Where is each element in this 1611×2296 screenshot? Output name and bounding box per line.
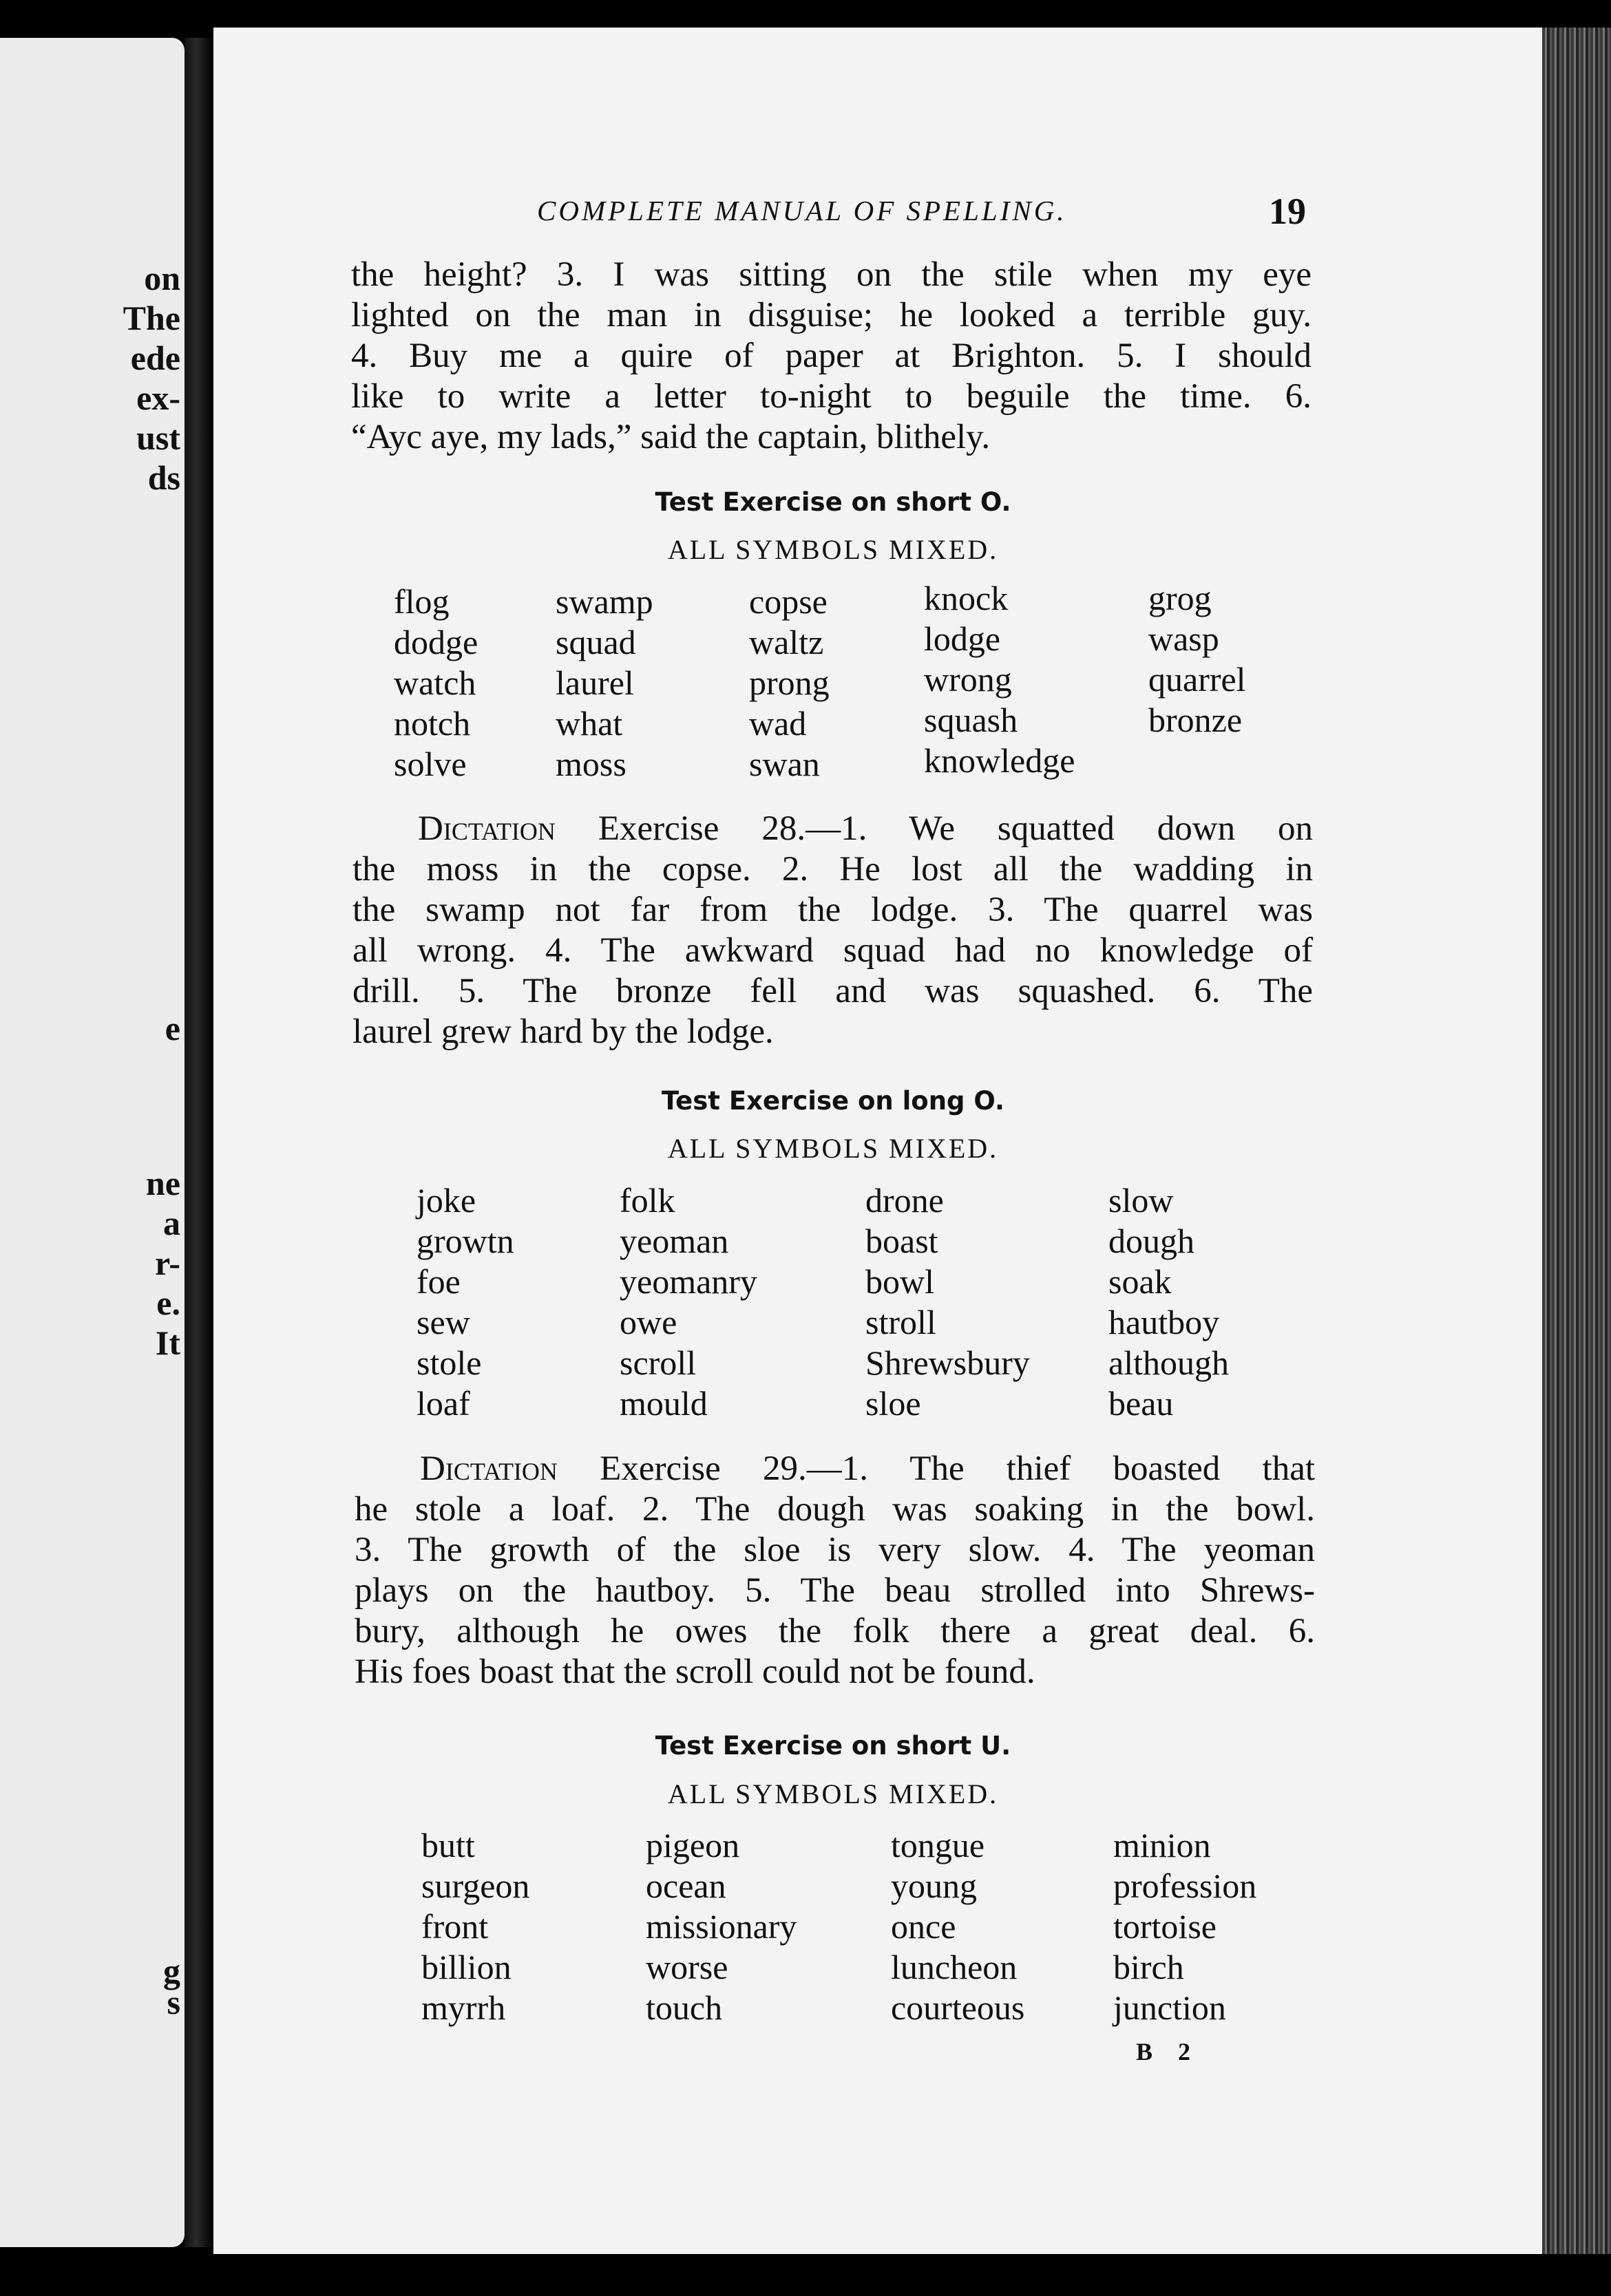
facing-page-text: ede: [130, 339, 180, 377]
word: surgeon: [421, 1867, 530, 1905]
word: tortoise: [1113, 1907, 1217, 1946]
dictation-text: Exercise 29.—1. The thief boasted that: [600, 1449, 1316, 1488]
word: knowledge: [924, 741, 1075, 780]
word: owe: [620, 1303, 677, 1341]
facing-page-text: ne: [146, 1164, 180, 1202]
word-column: [1148, 578, 1246, 741]
facing-page-text: ds: [147, 458, 180, 497]
word: profession: [1113, 1867, 1257, 1905]
facing-page-text: on: [144, 259, 180, 297]
word-column: [646, 1825, 797, 2028]
facing-page-text: a: [163, 1204, 180, 1242]
word: grog: [1148, 579, 1212, 617]
word-column: [865, 1180, 1030, 1424]
word: dough: [1108, 1222, 1194, 1260]
word: minion: [1113, 1826, 1211, 1864]
word-column: [417, 1180, 514, 1424]
text-line: all wrong. 4. The awkward squad had no knowledge of: [352, 931, 1313, 970]
word: loaf: [417, 1384, 470, 1423]
word-column: [924, 578, 1075, 781]
word: sloe: [865, 1384, 921, 1423]
facing-page-text: ex-: [136, 379, 180, 417]
word: wasp: [1148, 619, 1219, 658]
word-column: [556, 582, 653, 785]
section-subtitle: ALL SYMBOLS MIXED.: [667, 1133, 999, 1164]
word: junction: [1113, 1988, 1226, 2027]
word: sew: [417, 1303, 470, 1341]
word: dodge: [394, 623, 478, 661]
facing-page-text: g: [163, 1952, 180, 1990]
word: wrong: [924, 660, 1012, 699]
word: Shrewsbury: [865, 1343, 1030, 1382]
text-line: the moss in the copse. 2. He lost all the wadding in: [352, 850, 1313, 889]
word: beau: [1108, 1384, 1174, 1423]
word: yeomanry: [620, 1262, 757, 1301]
word-column: [1113, 1825, 1256, 2028]
text-line: the swamp not far from the lodge. 3. The quarrel was: [352, 891, 1313, 929]
word: although: [1108, 1343, 1229, 1382]
word: waltz: [749, 623, 824, 661]
word: swamp: [556, 582, 653, 621]
text-line: [352, 809, 1313, 849]
word: moss: [556, 745, 626, 783]
facing-page-text: e.: [156, 1284, 180, 1322]
text-line: laurel grew hard by the lodge.: [352, 1012, 774, 1051]
dictation-label: Dictation: [418, 809, 556, 848]
word: foe: [417, 1262, 461, 1301]
running-title: COMPLETE MANUAL OF SPELLING.: [537, 195, 1067, 226]
word-column: [421, 1825, 529, 2028]
word: lodge: [924, 619, 1001, 658]
text-line: lighted on the man in disguise; he looked a terrible guy.: [351, 296, 1312, 334]
text-line: drill. 5. The bronze fell and was squashed. 6. The: [352, 972, 1313, 1010]
word-column: [749, 582, 830, 785]
word: drone: [865, 1181, 944, 1220]
text-line: [355, 1449, 1315, 1489]
word: mould: [620, 1384, 708, 1423]
text-line: like to write a letter to-night to beguile the time. 6.: [351, 377, 1312, 416]
word: bronze: [1148, 701, 1243, 739]
word: tongue: [891, 1826, 985, 1864]
word: soak: [1108, 1262, 1172, 1301]
text-line: His foes boast that the scroll could not be found.: [355, 1652, 1035, 1691]
word: boast: [865, 1222, 938, 1260]
section-title: Test Exercise on short O.: [655, 487, 1011, 517]
word: copse: [749, 582, 828, 621]
facing-page-text: The: [123, 299, 180, 337]
word: knock: [924, 579, 1009, 617]
word: ocean: [646, 1867, 726, 1905]
page-number: 19: [1269, 191, 1306, 232]
word: quarrel: [1148, 660, 1246, 699]
dictation-exercise-28: [352, 809, 1313, 1052]
word: watch: [394, 663, 476, 702]
word: stroll: [865, 1303, 936, 1341]
word: worse: [646, 1948, 728, 1986]
word: missionary: [646, 1907, 797, 1946]
word: pigeon: [646, 1826, 740, 1864]
word-column: [620, 1180, 757, 1424]
word: scroll: [620, 1343, 697, 1382]
section-title: Test Exercise on long O.: [661, 1086, 1005, 1116]
text-line: 3. The growth of the sloe is very slow. 4. The yeoman: [355, 1531, 1315, 1569]
facing-page-text: e: [165, 1009, 180, 1048]
word: courteous: [891, 1988, 1025, 2027]
facing-page-text: r-: [155, 1244, 180, 1282]
signature-mark: B 2: [1136, 2038, 1201, 2065]
word: myrrh: [421, 1988, 506, 2027]
word-column: [891, 1825, 1024, 2028]
word: joke: [417, 1181, 476, 1220]
section-subtitle: ALL SYMBOLS MIXED.: [667, 534, 999, 565]
facing-page-text: ust: [136, 418, 180, 457]
text-line: 4. Buy me a quire of paper at Brighton. 5. I should: [351, 337, 1312, 375]
word: flog: [394, 582, 450, 621]
word: squad: [556, 623, 636, 661]
section-subtitle: ALL SYMBOLS MIXED.: [667, 1778, 999, 1809]
intro-paragraph: [351, 255, 1312, 458]
word: squash: [924, 701, 1018, 739]
text-line: the height? 3. I was sitting on the stile when my eye: [351, 255, 1312, 294]
word: touch: [646, 1988, 723, 2027]
word: once: [891, 1907, 956, 1946]
text-line: plays on the hautboy. 5. The beau strolled into Shrews-: [355, 1571, 1315, 1610]
word: notch: [394, 704, 471, 743]
word-column: [1108, 1180, 1229, 1424]
text-line: he stole a loaf. 2. The dough was soaking in the bowl.: [355, 1490, 1315, 1529]
word: folk: [620, 1181, 675, 1220]
word: yeoman: [620, 1222, 729, 1260]
word: laurel: [556, 663, 634, 702]
facing-page-text: It: [155, 1324, 180, 1362]
word: butt: [421, 1826, 475, 1864]
facing-page-text: s: [167, 1983, 180, 2021]
word: hautboy: [1108, 1303, 1220, 1341]
word: slow: [1108, 1181, 1174, 1220]
word: young: [891, 1867, 977, 1905]
dictation-text: Exercise 28.—1. We squatted down on: [598, 809, 1314, 848]
word: growtn: [417, 1222, 514, 1260]
section-title: Test Exercise on short U.: [655, 1731, 1011, 1761]
dictation-exercise-29: [355, 1449, 1315, 1692]
word: billion: [421, 1948, 512, 1986]
word: birch: [1113, 1948, 1184, 1986]
word: prong: [749, 663, 830, 702]
word: wad: [749, 704, 807, 743]
text-line: bury, although he owes the folk there a great deal. 6.: [355, 1612, 1315, 1650]
word: what: [556, 704, 623, 743]
word-column: [394, 582, 478, 785]
text-line: “Ayc aye, my lads,” said the captain, blithely.: [351, 418, 991, 456]
word: swan: [749, 745, 820, 783]
word: bowl: [865, 1262, 934, 1301]
dictation-label: Dictation: [420, 1449, 558, 1488]
word: luncheon: [891, 1948, 1018, 1986]
word: front: [421, 1907, 489, 1946]
word: solve: [394, 745, 467, 783]
word: stole: [417, 1343, 482, 1382]
